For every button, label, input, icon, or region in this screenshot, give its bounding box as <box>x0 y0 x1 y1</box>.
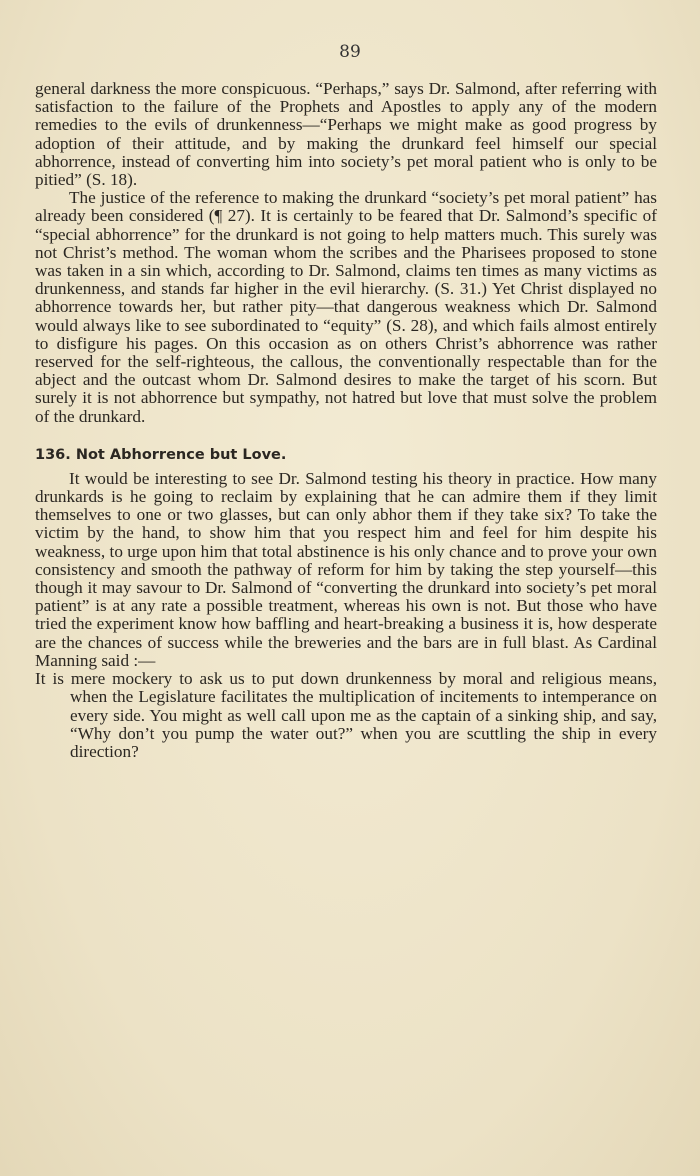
page-body <box>35 80 657 761</box>
page-number: 89 <box>339 42 361 62</box>
paragraph-continuation: general darkness the more conspicuous. “Perhaps,” says Dr. Salmond, after referring with satisfaction to the failure of the Prophets and Apostles to apply any of the modern remedies to the evils of drunkenness—“Perhaps we might make as good progress by adoption of their attitude, and by making the drunkard feel himself our special abhorrence, instead of converting him into society’s pet moral patient who is only to be pitied” (S. 18). <box>35 79 657 190</box>
block-quote-cardinal-manning: It is mere mockery to ask us to put down drunkenness by moral and religious means, when the Legislature facilitates the multiplication of incitements to intemperance on every side. You might as well call upon me as the captain of a sinking ship, and say, “Why don’t you pump the water out?” when you are scuttling the ship in every direction? <box>35 669 657 761</box>
paragraph-pet-moral-patient: The justice of the reference to making the drunkard “society’s pet moral patient” has already been considered (¶ 27). It is certainly to be feared that Dr. Salmond’s specific of “special abhorrence” for the drunkard is not going to help matters much. This surely was not Christ’s method. The woman whom the scribes and the Pharisees proposed to stone was taken in a sin which, according to Dr. Salmond, claims ten times as many victims as drunkenness, and stands far higher in the evil hierarchy. (S. 31.) Yet Christ displayed no abhorrence towards her, but rather pity—that dangerous weakness which Dr. Salmond would always like to see subordinated to “equity” (S. 28), and which fails almost entirely to disfigure his pages. On this occasion as on others Christ’s abhorrence was rather reserved for the self-righteous, the callous, the conventionally respectable than for the abject and the outcast whom Dr. Salmond desires to make the target of his scorn. But surely it is not abhorrence but sympathy, not hatred but love that must solve the problem of the drunkard. <box>35 188 657 426</box>
paragraph-theory-in-practice: It would be interesting to see Dr. Salmond testing his theory in practice. How many drunkards is he going to reclaim by explaining that he can admire them if they limit themselves to one or two glasses, but can only abhor them if they take six? To take the victim by the hand, to show him that you respect him and feel for him despite his weakness, to urge upon him that total abstinence is his only chance and to prove your own consistency and smooth the pathway of reform for him by taking the step yourself—this though it may savour to Dr. Salmond of “converting the drunkard into society’s pet moral patient” is at any rate a possible treatment, whereas his own is not. But those who have tried the experiment know how baffling and heart-breaking a business it is, how desperate are the chances of success while the breweries and the bars are in full blast. As Cardinal Manning said :— <box>35 468 657 670</box>
section-heading: 136. Not Abhorrence but Love. <box>35 446 287 463</box>
